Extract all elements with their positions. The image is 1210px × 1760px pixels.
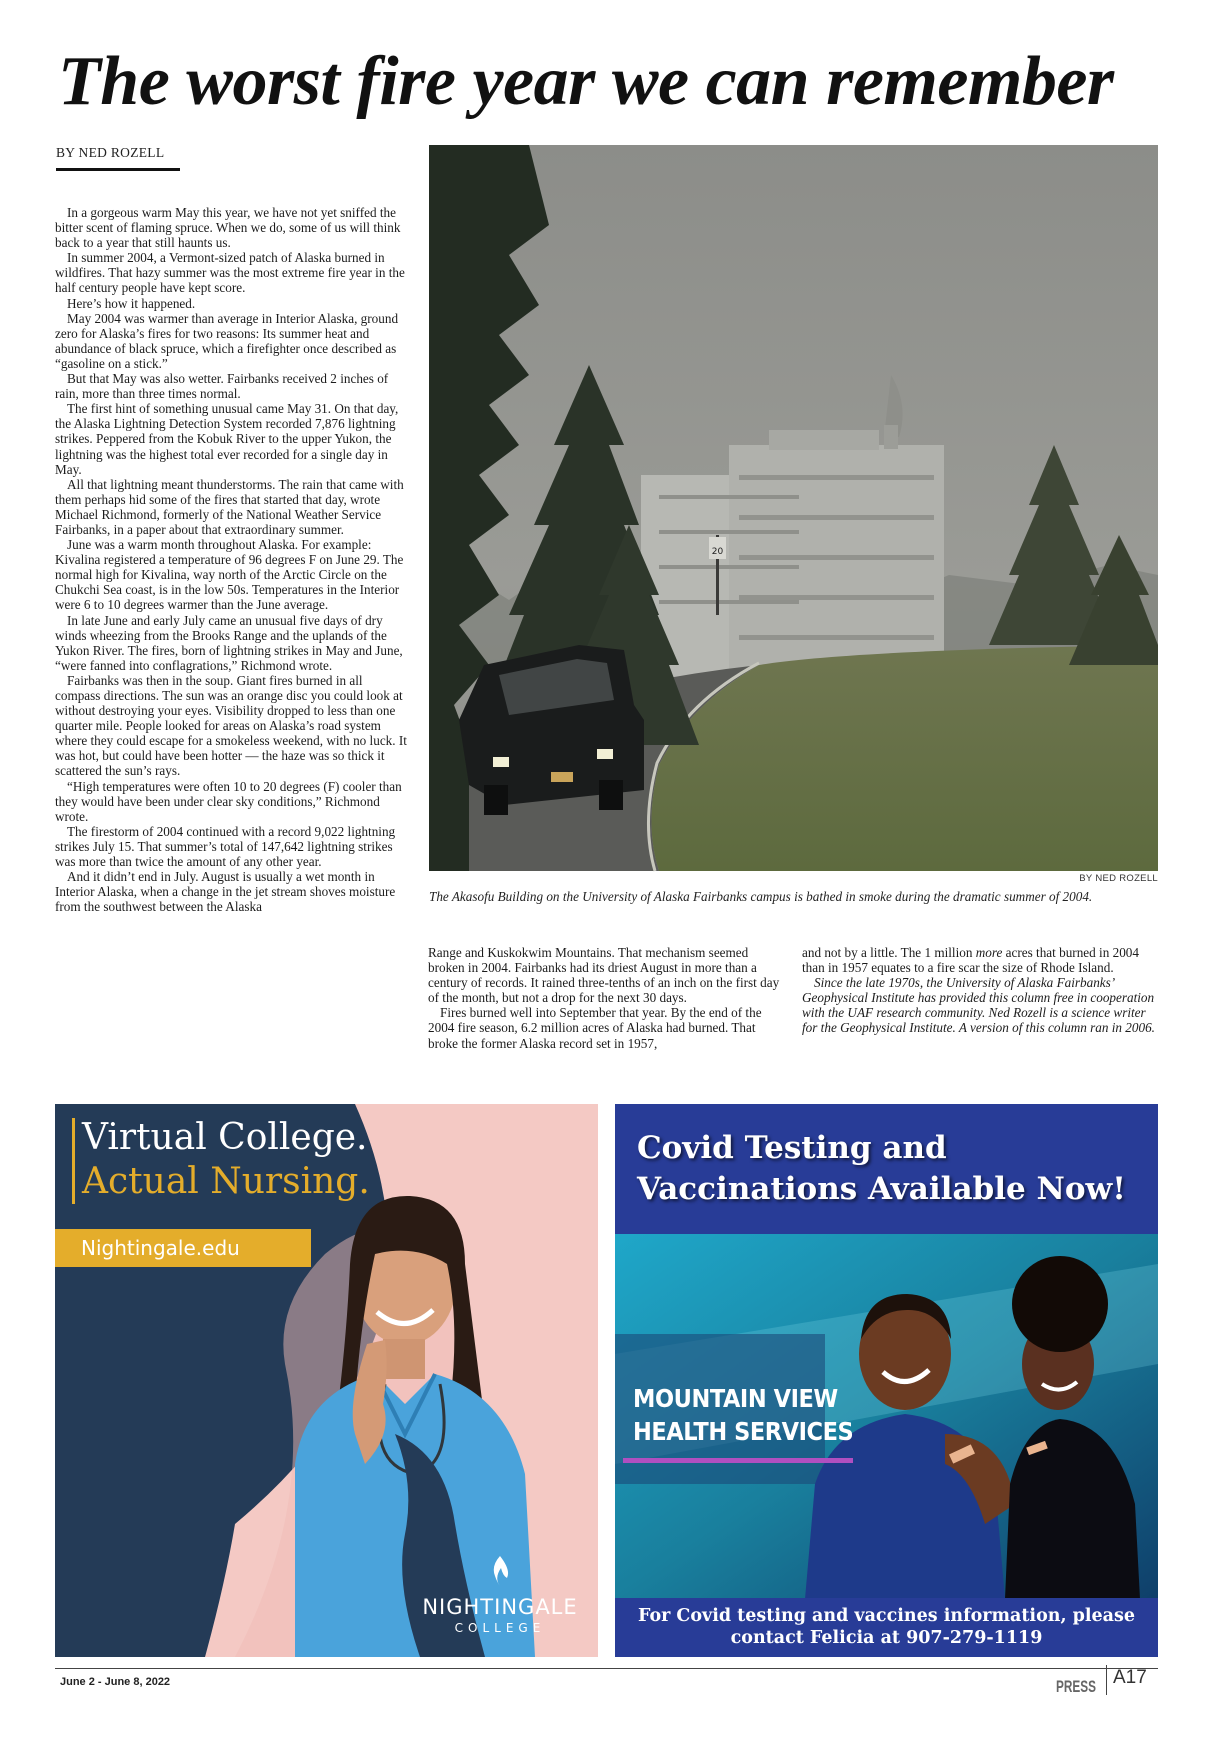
smoke-photo — [429, 145, 1158, 871]
smoke-photo-illustration — [429, 145, 1158, 871]
article-paragraph: And it didn’t end in July. August is usually a wet month in Interior Alaska, when a change in the jet stream shoves moisture from the southwest between the Alaska — [55, 869, 396, 915]
byline: BY NED ROZELL — [56, 145, 165, 160]
footer-rule — [55, 1668, 1158, 1669]
logo-name: NIGHTINGALE — [422, 1595, 578, 1619]
article-paragraph: “High temperatures were often 10 to 20 degrees (F) cooler than they would have been under clear sky conditions,” Richmond wrote. — [55, 778, 402, 824]
article-paragraph: The first hint of something unusual came May 31. On that day, the Alaska Lightning Detection System recorded 7,876 lightning strikes. Peppered from the Kobuk River to the upper Yukon, the lightning was the highest total ever recorded for a single day in May. — [55, 401, 399, 477]
brand-name-line-1: MOUNTAIN VIEW — [633, 1384, 838, 1413]
article-paragraph: In a gorgeous warm May this year, we have not yet sniffed the bitter scent of flaming spruce. When we do, some of us will think back to a year that still haunts us. — [55, 205, 401, 251]
covid-ad[interactable] — [615, 1104, 1158, 1657]
press-logo — [1056, 1670, 1098, 1698]
photo-caption: The Akasofu Building on the University of Alaska Fairbanks campus is bathed in smoke during the dramatic summer of 2004. — [429, 889, 1093, 904]
brand-name-line-2: HEALTH SERVICES — [633, 1417, 854, 1446]
article-paragraph: May 2004 was warmer than average in Interior Alaska, ground zero for Alaska’s fires for two reasons: Its summer heat and abundance of black spruce, which a firefighter once described as “gasoline on a stick.” — [55, 310, 399, 371]
footer-separator — [1106, 1665, 1107, 1695]
article-paragraph: But that May was also wetter. Fairbanks received 2 inches of rain, more than three times normal. — [55, 371, 389, 402]
article-paragraph: In summer 2004, a Vermont-sized patch of Alaska burned in wildfires. That hazy summer was the most extreme fire year in the half century people have kept score. — [55, 250, 405, 296]
article-column-1 — [55, 205, 407, 914]
covid-ad-contact[interactable]: For Covid testing and vaccines information, please contact Felicia at 907-279-1119 — [615, 1598, 1158, 1657]
article-paragraph: In late June and early July came an unusual five days of dry winds wheezing from the Brooks Range and the uplands of the Yukon River. The fires, born of lightning strikes in May and June, “were fanned into conflagrations,” Richmond wrote. — [55, 612, 403, 673]
flame-icon — [485, 1554, 515, 1590]
byline-rule — [56, 168, 180, 171]
article-column-3 — [802, 945, 1158, 1036]
author-note: Since the late 1970s, the University of Alaska Fairbanks’ Geophysical Institute has provided this column free in cooperation with the UAF research community. Ned Rozell is a science writer for the Geophysical Institute. A version of this column ran in 2006. — [802, 975, 1155, 1036]
logo-subtitle: COLLEGE — [454, 1621, 546, 1635]
press-logo-text: PRESS — [1056, 1677, 1096, 1696]
page-number: A17 — [1113, 1667, 1147, 1688]
article-paragraph: Fairbanks was then in the soup. Giant fires burned in all compass directions. The sun was an orange disc you could look at without destroying your eyes. Visibility dropped to less than one quarter mile. People looked for areas on Alaska’s road system where they could escape for a smokeless weekend, with no luck. It was hot, but could have been hotter — the haze was so thick it scattered the sun’s rays. — [55, 672, 407, 779]
article-text: acres that burned in 2004 than in 1957 equates to a fire scar the size of Rhode Island. — [802, 945, 1139, 976]
headline: The worst fire year we can remember — [58, 43, 1114, 120]
headline-accent-bar — [72, 1118, 75, 1204]
issue-date: June 2 - June 8, 2022 — [60, 1676, 171, 1688]
brand-underline — [623, 1458, 853, 1463]
article-paragraph: Here’s how it happened. — [67, 295, 196, 311]
article-paragraph: Range and Kuskokwim Mountains. That mechanism seemed broken in 2004. Fairbanks had its driest August in more than a century of records. It rained three-tenths of an inch on the first day of the month, but not a drop for the next 30 days. — [428, 945, 780, 1006]
speed-sign-text: 20 — [711, 547, 724, 557]
article-paragraph: Fires burned well into September that year. By the end of the 2004 fire season, 6.2 million acres of Alaska had burned. That broke the former Alaska record set in 1957, — [428, 1005, 762, 1051]
nightingale-ad[interactable] — [55, 1104, 598, 1657]
article-text: and not by a little. The 1 million — [802, 945, 976, 960]
article-paragraph: June was a warm month throughout Alaska. For example: Kivalina registered a temperature of 96 degrees F on June 29. The normal high for Kivalina, way north of the Arctic Circle on the Chukchi Sea coast, is in the low 50s. Temperatures in the Interior were 6 to 10 degrees warmer than the June average. — [55, 537, 404, 613]
nightingale-logo — [420, 1554, 580, 1635]
covid-ad-title: Covid Testing and Vaccinations Available Now! — [637, 1130, 1126, 1207]
article-paragraph: The firestorm of 2004 continued with a record 9,022 lightning strikes July 15. That summer’s total of 147,642 lightning strikes was more than twice the amount of any other year. — [55, 823, 396, 870]
article-emphasis: more — [975, 945, 1003, 960]
article-paragraph — [802, 945, 1158, 975]
ad-url-link[interactable]: Nightingale.edu — [55, 1229, 311, 1267]
article-paragraph: All that lightning meant thunderstorms. The rain that came with them perhaps hid some of the fires that started that day, wrote Michael Richmond, formerly of the National Weather Service Fairbanks, in a paper about that extraordinary summer. — [55, 476, 404, 537]
article-column-2 — [428, 945, 784, 1051]
ad-headline-line-1: Virtual College. — [82, 1117, 368, 1158]
photo-credit: BY NED ROZELL — [1079, 873, 1158, 884]
ad-headline-line-2: Actual Nursing. — [82, 1161, 370, 1202]
